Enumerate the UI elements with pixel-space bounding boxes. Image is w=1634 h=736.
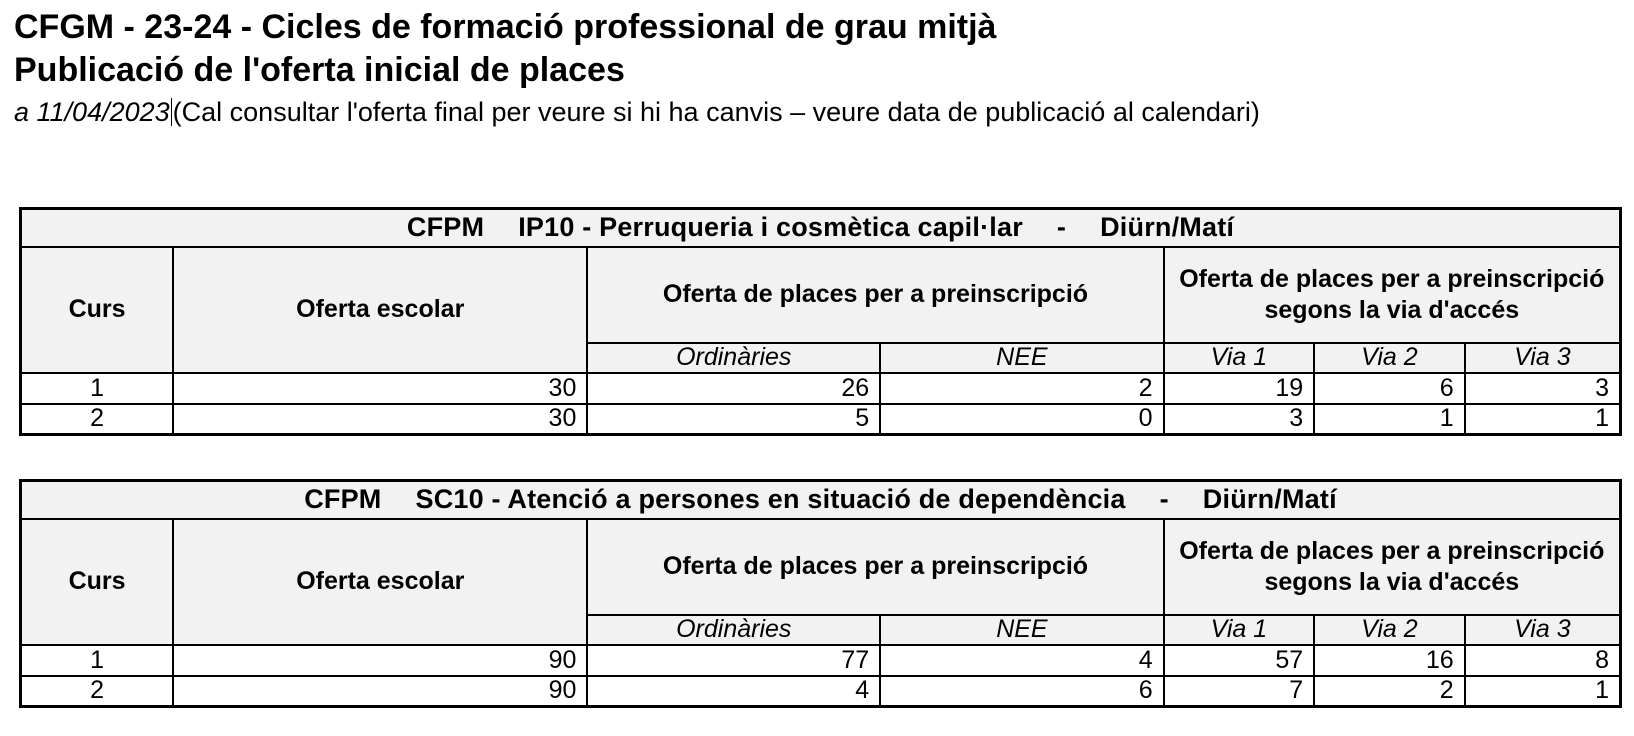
- center-code: CFPM: [304, 484, 382, 515]
- shift-label: Diürn/Matí: [1100, 212, 1235, 243]
- title-separator: -: [1159, 484, 1169, 515]
- column-header-oferta-escolar: Oferta escolar: [173, 519, 587, 645]
- cell-curs: 1: [21, 373, 174, 404]
- column-header-via3: Via 3: [1465, 615, 1621, 645]
- cell-via1: 19: [1164, 373, 1315, 404]
- column-header-via1: Via 1: [1164, 615, 1315, 645]
- column-header-via3: Via 3: [1465, 343, 1621, 373]
- column-header-oferta-escolar: Oferta escolar: [173, 247, 587, 373]
- table-row: [21, 645, 1621, 676]
- cell-nee: 2: [880, 373, 1163, 404]
- column-header-curs: Curs: [21, 519, 174, 645]
- table-title: [21, 481, 1621, 519]
- publication-note: [14, 98, 1260, 126]
- cell-oferta-escolar: 30: [173, 373, 587, 404]
- column-header-nee: NEE: [880, 343, 1163, 373]
- table-row: [21, 676, 1621, 707]
- cell-via3: 3: [1465, 373, 1621, 404]
- offer-table-ip10: [19, 207, 1622, 436]
- cell-via1: 7: [1164, 676, 1315, 707]
- cell-via3: 1: [1465, 676, 1621, 707]
- cell-nee: 6: [880, 676, 1163, 707]
- cell-via2: 16: [1314, 645, 1465, 676]
- page-subtitle: Publicació de l'oferta inicial de places: [14, 51, 625, 89]
- column-header-preinscripcio: Oferta de places per a preinscripció: [587, 519, 1163, 615]
- cell-oferta-escolar: 90: [173, 676, 587, 707]
- cell-curs: 2: [21, 404, 174, 435]
- cell-ordinaries: 5: [587, 404, 880, 435]
- cell-nee: 4: [880, 645, 1163, 676]
- column-header-preinscripcio: Oferta de places per a preinscripció: [587, 247, 1163, 343]
- column-header-via2: Via 2: [1314, 343, 1465, 373]
- column-header-via-acces: Oferta de places per a preinscripció segons la via d'accés: [1164, 247, 1621, 343]
- column-header-ordinaries: Ordinàries: [587, 615, 880, 645]
- cell-via3: 1: [1465, 404, 1621, 435]
- page-title: CFGM - 23-24 - Cicles de formació professional de grau mitjà: [14, 8, 997, 46]
- center-code: CFPM: [406, 212, 485, 243]
- cell-ordinaries: 26: [587, 373, 880, 404]
- cycle-name: IP10 - Perruqueria i cosmètica capil·lar: [518, 212, 1023, 243]
- column-header-curs: Curs: [21, 247, 174, 373]
- cycle-name: SC10 - Atenció a persones en situació de dependència: [415, 484, 1126, 515]
- cell-via1: 3: [1164, 404, 1315, 435]
- column-header-nee: NEE: [880, 615, 1163, 645]
- publication-note-text: (Cal consultar l'oferta final per veure si hi ha canvis – veure data de publicació al calendari): [172, 97, 1260, 127]
- column-header-via1: Via 1: [1164, 343, 1315, 373]
- cell-via2: 1: [1314, 404, 1465, 435]
- column-header-via-acces: Oferta de places per a preinscripció segons la via d'accés: [1164, 519, 1621, 615]
- table-row: [21, 373, 1621, 404]
- cell-via2: 2: [1314, 676, 1465, 707]
- cell-via3: 8: [1465, 645, 1621, 676]
- cell-curs: 1: [21, 645, 174, 676]
- cell-via2: 6: [1314, 373, 1465, 404]
- cell-oferta-escolar: 30: [173, 404, 587, 435]
- publication-date: a 11/04/2023: [14, 97, 170, 127]
- offer-table-sc10: [19, 479, 1622, 708]
- cell-ordinaries: 77: [587, 645, 880, 676]
- column-header-via2: Via 2: [1314, 615, 1465, 645]
- cell-curs: 2: [21, 676, 174, 707]
- table-row: [21, 404, 1621, 435]
- column-header-ordinaries: Ordinàries: [587, 343, 880, 373]
- cell-via1: 57: [1164, 645, 1315, 676]
- text-cursor: [171, 98, 172, 126]
- shift-label: Diürn/Matí: [1202, 484, 1337, 515]
- cell-ordinaries: 4: [587, 676, 880, 707]
- cell-oferta-escolar: 90: [173, 645, 587, 676]
- title-separator: -: [1056, 212, 1067, 243]
- table-title: [21, 209, 1621, 247]
- cell-nee: 0: [880, 404, 1163, 435]
